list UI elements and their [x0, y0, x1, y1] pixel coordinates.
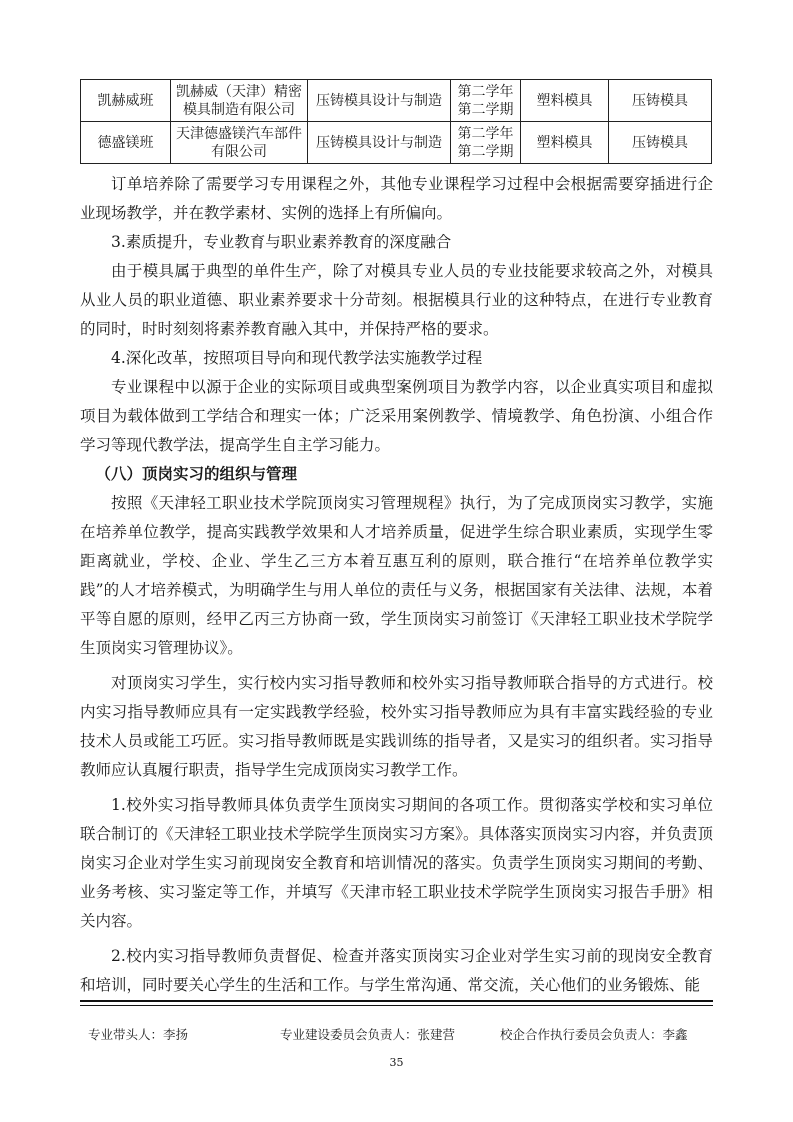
- table-cell: 天津德盛镁汽车部件有限公司: [171, 122, 308, 164]
- table-cell: 第二学年第二学期: [451, 122, 521, 164]
- table-cell: 凯赫威（天津）精密模具制造有限公司: [171, 80, 308, 122]
- table-cell: 凯赫威班: [81, 80, 171, 122]
- page-number: 35: [389, 1056, 404, 1069]
- paragraph: 订单培养除了需要学习专用课程之外，其他专业课程学习过程中会根据需要穿插进行企业现场教学，并在教学素材、实例的选择上有所偏向。: [80, 175, 713, 222]
- section-heading: （八）顶岗实习的组织与管理: [95, 465, 298, 483]
- table-cell: 压铸模具: [609, 80, 712, 122]
- table-cell: 压铸模具设计与制造: [308, 80, 451, 122]
- body-text: [80, 170, 713, 1000]
- footer-leader: 专业带头人：李扬: [88, 1027, 189, 1042]
- table-cell: 第二学年第二学期: [451, 80, 521, 122]
- table-cell: 德盛镁班: [81, 122, 171, 164]
- footer-coop: 校企合作执行委员会负责人：李鑫: [500, 1027, 688, 1042]
- paragraph: 2.校内实习指导教师负责督促、检查并落实顶岗实习企业对学生实习前的现岗安全教育和培训，同时要关心学生的生活和工作。与学生常沟通、常交流，关心他们的业务锻炼、能: [80, 947, 713, 994]
- table-cell: 塑料模具: [521, 80, 609, 122]
- footer: [80, 1025, 713, 1045]
- table-cell: 压铸模具设计与制造: [308, 122, 451, 164]
- paragraph: 由于模具属于典型的单件生产，除了对模具专业人员的专业技能要求较高之外，对模具从业人员的职业道德、职业素养要求十分苛刻。根据模具行业的这种特点，在进行专业教育的同时，时时刻刻将素养教育融入其中，并保持严格的要求。: [80, 262, 713, 338]
- paragraph: 按照《天津轻工职业技术学院顶岗实习管理规程》执行，为了完成顶岗实习教学，实施在培养单位教学，提高实践教学效果和人才培养质量，促进学生综合职业素质，实现学生零距离就业，学校、企业、学生乙三方本着互惠互利的原则，联合推行“在培养单位教学实践”的人才培养模式，为明确学生与用人单位的责任与义务，根据国家有关法律、法规，本着平等自愿的原则，经甲乙丙三方协商一致，学生顶岗实习前签订《天津轻工职业技术学院学生顶岗实习管理协议》。: [80, 494, 713, 657]
- footer-committee: 专业建设委员会负责人：张建营: [280, 1027, 456, 1042]
- table-row: [81, 122, 712, 164]
- paragraph: 1.校外实习指导教师具体负责学生顶岗实习期间的各项工作。贯彻落实学校和实习单位联合制订的《天津轻工职业技术学院学生顶岗实习方案》。具体落实顶岗实习内容，并负责顶岗实习企业对学生实习前现岗安全教育和培训情况的落实。负责学生顶岗实习期间的考勤、业务考核、实习鉴定等工作，并填写《天津市轻工职业技术学院学生顶岗实习报告手册》相关内容。: [80, 796, 713, 930]
- footer-rule-thick: [80, 1000, 713, 1002]
- class-table: [80, 79, 712, 164]
- table-cell: 塑料模具: [521, 122, 609, 164]
- paragraph: 对顶岗实习学生，实行校内实习指导教师和校外实习指导教师联合指导的方式进行。校内实习指导教师应具有一定实践教学经验，校外实习指导教师应为具有丰富实践经验的专业技术人员或能工巧匠。实习指导教师既是实践训练的指导者，又是实习的组织者。实习指导教师应认真履行职责，指导学生完成顶岗实习教学工作。: [80, 674, 713, 779]
- footer-rule-thin: [80, 1005, 713, 1006]
- paragraph: 专业课程中以源于企业的实际项目或典型案例项目为教学内容，以企业真实项目和虚拟项目为载体做到工学结合和理实一体；广泛采用案例教学、情境教学、角色扮演、小组合作学习等现代教学法，提高学生自主学习能力。: [80, 378, 713, 454]
- table-cell: 压铸模具: [609, 122, 712, 164]
- subheading: 3.素质提升，专业教育与职业素养教育的深度融合: [111, 233, 452, 251]
- subheading: 4.深化改革，按照项目导向和现代教学法实施教学过程: [111, 349, 483, 367]
- table-row: [81, 80, 712, 122]
